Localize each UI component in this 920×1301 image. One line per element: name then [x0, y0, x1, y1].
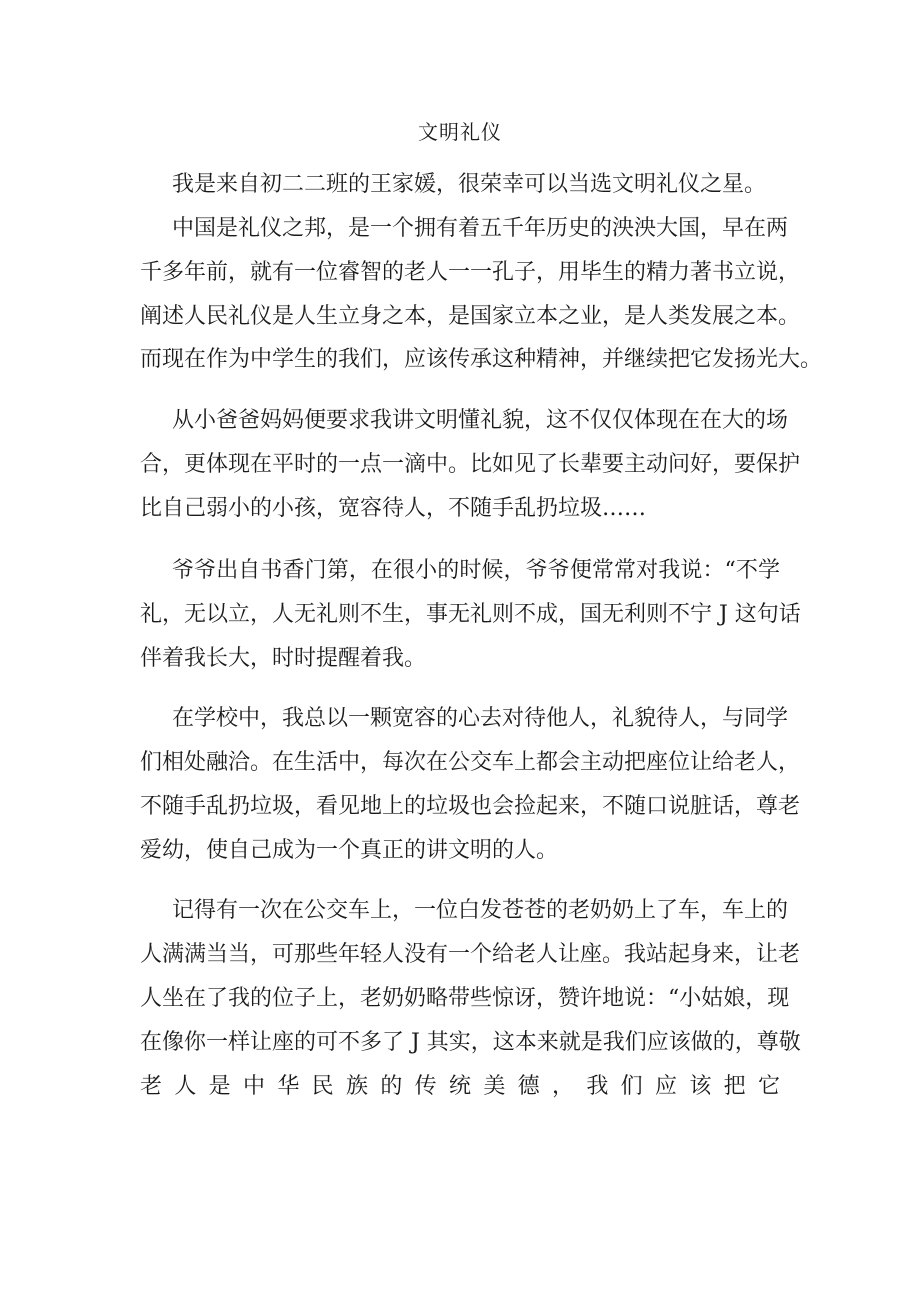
text-line: 在学校中，我总以一颗宽容的心去对待他人，礼貌待人，与同学	[172, 706, 789, 731]
text-line: 千多年前，就有一位睿智的老人一一孔子，用毕生的精力著书立说，	[140, 260, 801, 285]
text-line: 们相处融洽。在生活中，每次在公交车上都会主动把座位让给老人，	[140, 750, 801, 775]
text-line: 老 人 是 中 华 民 族 的 传 统 美 德 ， 我 们 应 该 把 它	[140, 1074, 780, 1099]
document-title: 文明礼仪	[418, 120, 502, 144]
text-line: 而现在作为中学生的我们，应该传承这种精神，并继续把它发扬光大。	[140, 347, 823, 372]
text-line: 爱幼，使自己成为一个真正的讲文明的人。	[140, 838, 559, 863]
text-line: 礼，无以立，人无礼则不生，事无礼则不成，国无利则不宁 J 这句话	[140, 602, 801, 627]
text-line: 比自己弱小的小孩，宽容待人，不随手乱扔垃圾……	[140, 496, 647, 521]
text-line: 合，更体现在平时的一点一滴中。比如见了长辈要主动问好，要保护	[140, 452, 801, 477]
text-line: 记得有一次在公交车上，一位白发苍苍的老奶奶上了车，车上的	[172, 898, 789, 923]
text-line: 在像你一样让座的可不多了 J 其实，这本来就是我们应该做的，尊敬	[140, 1030, 801, 1055]
text-line: 从小爸爸妈妈便要求我讲文明懂礼貌，这不仅仅体现在在大的场	[172, 408, 789, 433]
text-line: 爷爷出自书香门第，在很小的时候，爷爷便常常对我说：“不学	[172, 558, 780, 583]
text-line: 伴着我长大，时时提醒着我。	[140, 646, 427, 671]
text-line: 人满满当当，可那些年轻人没有一个给老人让座。我站起身来，让老	[140, 942, 801, 967]
text-line: 阐述人民礼仪是人生立身之本，是国家立本之业，是人类发展之本。	[140, 304, 801, 329]
text-line: 中国是礼仪之邦，是一个拥有着五千年历史的泱泱大国，早在两	[172, 216, 789, 241]
text-line: 我是来自初二二班的王家媛，很荣幸可以当选文明礼仪之星。	[172, 172, 767, 197]
text-line: 不随手乱扔垃圾，看见地上的垃圾也会捡起来，不随口说脏话，尊老	[140, 794, 801, 819]
text-line: 人坐在了我的位子上，老奶奶略带些惊讶，赞许地说：“小姑娘，现	[140, 986, 790, 1011]
